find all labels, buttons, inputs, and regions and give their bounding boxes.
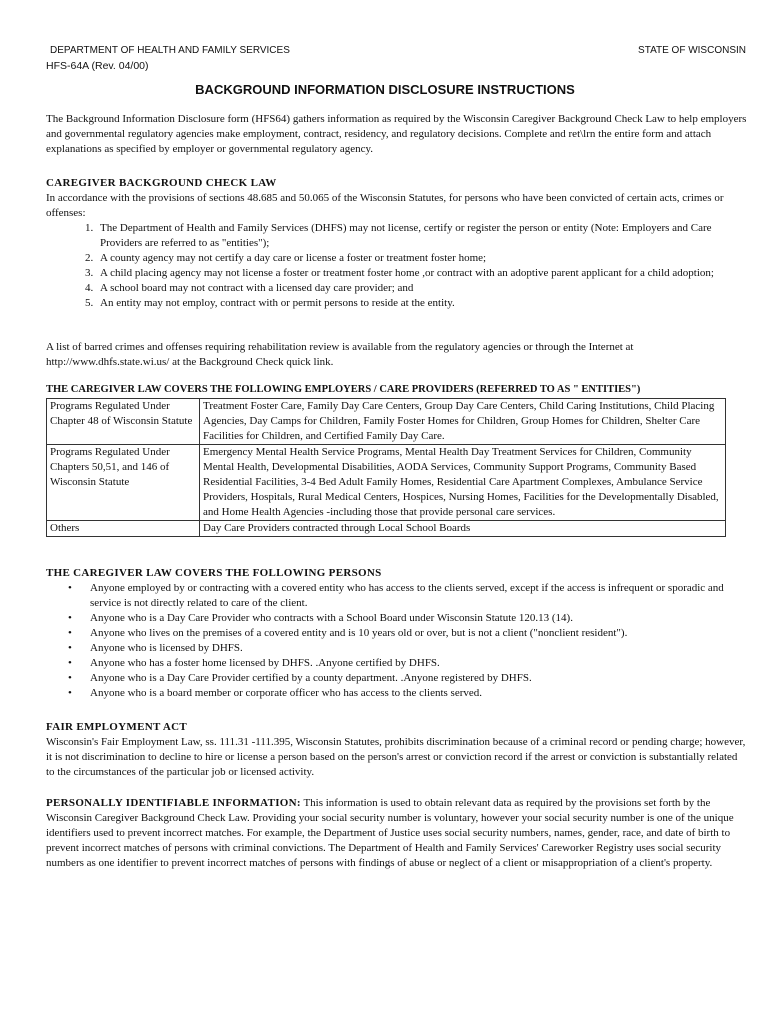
bullet-icon: •: [68, 582, 72, 594]
bullet-icon: •: [68, 672, 72, 684]
coverage-table-heading: THE CAREGIVER LAW COVERS THE FOLLOWING EMPLOYERS / CARE PROVIDERS (REFERRED TO AS " ENTITIES"): [46, 384, 641, 395]
intro-paragraph: The Background Information Disclosure form (HFS64) gathers information as required by the Wisconsin Caregiver Background Check Law to help employers and governmental regulatory agencies make employment, contract, residency, and regulatory decisions. Complete and ret\lrn the entire form and attach explanations as specified by employer or governmental regulatory agency.: [46, 113, 747, 155]
list-item: • Anyone who is licensed by DHFS.: [68, 642, 243, 654]
program-cell: Programs Regulated Under Chapters 50,51, and 146 of Wisconsin Statute: [47, 445, 200, 521]
bullet-list: [46, 581, 748, 701]
list-item: • Anyone who is a Day Care Provider who contracts with a School Board under Wisconsin Statute 120.13 (14).: [68, 612, 573, 624]
list-item: • Anyone employed by or contracting with a covered entity who has access to the clients served, except if the access is infrequent or sporadic and service is not directly related to care of the client.: [68, 582, 724, 609]
numbered-list: [46, 221, 748, 311]
barred-crimes-paragraph: A list of barred crimes and offenses requiring rehabilitation review is available from the regulatory agencies or through the Internet at http://www.dhfs.state.wi.us/ at the Background Check quick link.: [46, 341, 634, 368]
list-item: • Anyone who has a foster home licensed by DHFS. .Anyone certified by DHFS.: [68, 657, 440, 669]
section-text: In accordance with the provisions of sections 48.685 and 50.065 of the Wisconsin Statutes, for persons who have been convicted of certain acts, crimes or offenses:: [46, 192, 724, 219]
list-item: 3. A child placing agency may not license a foster or treatment foster home ,or contract with an adoptive parent applicant for a child adoption;: [96, 266, 748, 281]
list-item: 5. An entity may not employ, contract with or permit persons to reside at the entity.: [96, 296, 748, 311]
bullet-icon: •: [68, 657, 72, 669]
state-name: STATE OF WISCONSIN: [638, 45, 746, 56]
list-item: 2. A county agency may not certify a day care or license a foster or treatment foster home;: [96, 251, 748, 266]
list-item: • Anyone who is a board member or corporate officer who has access to the clients served.: [68, 687, 482, 699]
section-text: This information is used to obtain relevant data as required by the provisions set forth by the Wisconsin Caregiver Background Check Law. Providing your social security number is voluntary, however your social security number is one of the unique identifiers used to prevent incorrect matches. For example, the Department of Justice uses social security numbers, names, gender, race, and date of birth to prevent incorrect matches of persons with criminal convictions. The Department of Health and Family Services' Careworker Registry uses social security numbers as one identifier to prevent incorrect matches of persons with findings of abuse or neglect of a client or misappropriation of a client's property.: [46, 797, 734, 869]
bullet-icon: •: [68, 642, 72, 654]
section-text: Wisconsin's Fair Employment Law, ss. 111.31 -111.395, Wisconsin Statutes, prohibits discrimination because of a criminal record or pending charge; however, it is not discrimination to decline to hire or license a person based on the person's arrest or conviction record if the arrest or conviction is substantially related to the circumstances of the particular job or licensed activity.: [46, 736, 746, 778]
bullet-icon: •: [68, 687, 72, 699]
entities-cell: Treatment Foster Care, Family Day Care Centers, Group Day Care Centers, Child Caring Institutions, Child Placing Agencies, Day Camps for Children, Family Foster Homes for Children, Group Homes for Children, Shelter Care Facilities for Children, and Certified Family Day Care.: [200, 399, 726, 445]
entities-cell: Day Care Providers contracted through Local School Boards: [200, 521, 726, 537]
coverage-table: [46, 398, 726, 537]
list-item: 1. The Department of Health and Family Services (DHFS) may not license, certify or register the person or entity (Note: Employers and Care Providers are referred to as "entities");: [96, 221, 748, 251]
bullet-icon: •: [68, 612, 72, 624]
caregiver-law-section: [46, 176, 748, 311]
table-row: [47, 399, 726, 445]
section-heading: PERSONALLY IDENTIFIABLE INFORMATION:: [46, 797, 301, 809]
page-title: BACKGROUND INFORMATION DISCLOSURE INSTRUCTIONS: [195, 82, 575, 97]
program-cell: Others: [47, 521, 200, 537]
table-row: [47, 521, 726, 537]
section-heading: THE CAREGIVER LAW COVERS THE FOLLOWING PERSONS: [46, 567, 382, 579]
form-id: HFS-64A (Rev. 04/00): [46, 60, 149, 72]
list-item: • Anyone who is a Day Care Provider certified by a county department. .Anyone registered by DHFS.: [68, 672, 532, 684]
list-item: 4. A school board may not contract with a licensed day care provider; and: [96, 281, 748, 296]
list-item: • Anyone who lives on the premises of a covered entity and is 10 years old or over, but is not a client ("nonclient resident").: [68, 627, 628, 639]
table-row: [47, 445, 726, 521]
section-heading: FAIR EMPLOYMENT ACT: [46, 721, 187, 733]
bullet-icon: •: [68, 627, 72, 639]
fair-employment-section: [46, 720, 748, 780]
department-name: DEPARTMENT OF HEALTH AND FAMILY SERVICES: [50, 45, 290, 56]
page-header: [50, 45, 746, 56]
program-cell: Programs Regulated Under Chapter 48 of Wisconsin Statute: [47, 399, 200, 445]
entities-cell: Emergency Mental Health Service Programs, Mental Health Day Treatment Services for Children, Community Mental Health, Developmental Disabilities, AODA Services, Community Support Programs, Community Based Residential Facilities, 3-4 Bed Adult Family Homes, Residential Care Apartment Complexes, Ambulance Service Providers, Hospitals, Rural Medical Centers, Hospices, Nursing Homes, Facilities for the Developmentally Disabled, and Home Health Agencies -including those that provide personal care services.: [200, 445, 726, 521]
section-heading: CAREGIVER BACKGROUND CHECK LAW: [46, 177, 277, 189]
covered-persons-section: [46, 566, 748, 701]
pii-section: [46, 796, 748, 871]
